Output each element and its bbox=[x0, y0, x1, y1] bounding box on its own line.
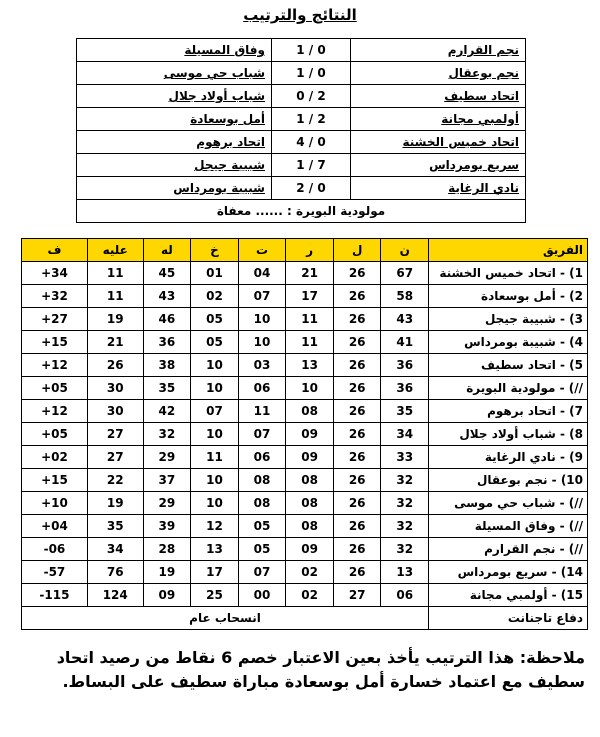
goals-for-cell: 42 bbox=[158, 404, 176, 418]
played-cell: 26 bbox=[348, 381, 366, 395]
bye-note: مولودية البويرة : ...... معفاة bbox=[77, 200, 526, 223]
wins-cell: 10 bbox=[301, 381, 318, 395]
result-row bbox=[77, 131, 526, 154]
draws-cell: 10 bbox=[253, 335, 271, 349]
team-name: 10) - نجم بوعقال bbox=[476, 473, 583, 487]
goal-diff-cell: +04 bbox=[41, 519, 68, 533]
goal-diff-cell: +05 bbox=[41, 381, 68, 395]
goal-diff-cell: +12 bbox=[41, 358, 68, 372]
wins-cell: 08 bbox=[301, 404, 318, 418]
standings-row bbox=[22, 354, 588, 377]
goals-for-cell: 29 bbox=[158, 496, 176, 510]
played-cell: 26 bbox=[348, 565, 366, 579]
goals-for-cell: 43 bbox=[158, 289, 176, 303]
goals-against-cell: 21 bbox=[106, 335, 124, 349]
goals-against-cell: 30 bbox=[106, 381, 124, 395]
losses-cell: 05 bbox=[206, 312, 223, 326]
away-team: وفاق المسيلة bbox=[184, 43, 265, 57]
team-name: 4) - شبيبة بومرداس bbox=[464, 335, 583, 349]
result-row bbox=[77, 85, 526, 108]
wins-cell: 09 bbox=[301, 450, 318, 464]
away-team: شبيبة جيجل bbox=[194, 158, 265, 172]
points-cell: 33 bbox=[396, 450, 414, 464]
standings-row bbox=[22, 400, 588, 423]
standings-row bbox=[22, 446, 588, 469]
goals-for-cell: 35 bbox=[158, 381, 176, 395]
goal-diff-cell: +05 bbox=[41, 427, 68, 441]
team-name: //) - نجم القرارم bbox=[484, 542, 583, 556]
goal-diff-cell: +12 bbox=[41, 404, 68, 418]
header-goals-for: له bbox=[143, 239, 191, 262]
played-cell: 27 bbox=[348, 588, 366, 602]
points-cell: 32 bbox=[396, 542, 414, 556]
played-cell: 26 bbox=[348, 473, 366, 487]
draws-cell: 10 bbox=[253, 312, 271, 326]
draws-cell: 08 bbox=[253, 473, 271, 487]
wins-cell: 11 bbox=[301, 312, 318, 326]
goals-for-cell: 39 bbox=[158, 519, 176, 533]
team-name: //) - وفاق المسيلة bbox=[474, 519, 583, 533]
away-team: أمل بوسعادة bbox=[190, 112, 265, 126]
standings-header-row bbox=[22, 239, 588, 262]
goal-diff-cell: +15 bbox=[41, 473, 68, 487]
match-score: 0 / 2 bbox=[296, 181, 326, 195]
wins-cell: 08 bbox=[301, 519, 318, 533]
team-name: 9) - نادي الرغاية bbox=[484, 450, 583, 464]
standings-row bbox=[22, 538, 588, 561]
standings-row bbox=[22, 285, 588, 308]
away-team: اتحاد برهوم bbox=[196, 135, 265, 149]
played-cell: 26 bbox=[348, 542, 366, 556]
goals-against-cell: 30 bbox=[106, 404, 124, 418]
losses-cell: 13 bbox=[206, 542, 223, 556]
match-score: 0 / 1 bbox=[296, 66, 326, 80]
standings-table bbox=[21, 238, 588, 630]
header-losses: خ bbox=[191, 239, 239, 262]
page-title: النتائج والترتيب bbox=[243, 6, 357, 24]
result-row bbox=[77, 177, 526, 200]
goal-diff-cell: -06 bbox=[43, 542, 66, 556]
losses-cell: 10 bbox=[206, 473, 223, 487]
team-name: //) - مولودية البويرة bbox=[466, 381, 583, 395]
goals-against-cell: 26 bbox=[106, 358, 124, 372]
result-row bbox=[77, 108, 526, 131]
standings-row bbox=[22, 262, 588, 285]
goals-against-cell: 11 bbox=[106, 289, 124, 303]
header-played: ل bbox=[333, 239, 381, 262]
played-cell: 26 bbox=[348, 358, 366, 372]
losses-cell: 05 bbox=[206, 335, 223, 349]
match-score: 7 / 1 bbox=[296, 158, 326, 172]
standings-row bbox=[22, 423, 588, 446]
draws-cell: 06 bbox=[253, 450, 271, 464]
wins-cell: 09 bbox=[301, 427, 318, 441]
goals-against-cell: 76 bbox=[106, 565, 124, 579]
header-goal-diff: ف bbox=[22, 239, 88, 262]
match-score: 0 / 1 bbox=[296, 43, 326, 57]
losses-cell: 02 bbox=[206, 289, 223, 303]
points-cell: 41 bbox=[396, 335, 414, 349]
goal-diff-cell: +32 bbox=[41, 289, 68, 303]
match-score: 2 / 1 bbox=[296, 112, 326, 126]
goals-against-cell: 35 bbox=[106, 519, 124, 533]
points-cell: 32 bbox=[396, 519, 414, 533]
points-cell: 32 bbox=[396, 473, 414, 487]
goals-for-cell: 29 bbox=[158, 450, 176, 464]
team-name: 2) - أمل بوسعادة bbox=[481, 289, 583, 303]
losses-cell: 07 bbox=[206, 404, 223, 418]
standings-row bbox=[22, 515, 588, 538]
losses-cell: 10 bbox=[206, 381, 223, 395]
played-cell: 26 bbox=[348, 519, 366, 533]
played-cell: 26 bbox=[348, 427, 366, 441]
standings-row bbox=[22, 331, 588, 354]
team-name: 15) - أولمبي مجانة bbox=[469, 588, 583, 602]
draws-cell: 07 bbox=[253, 427, 271, 441]
header-wins: ر bbox=[286, 239, 334, 262]
played-cell: 26 bbox=[348, 289, 366, 303]
home-team: نجم القرارم bbox=[447, 43, 519, 57]
points-cell: 67 bbox=[396, 266, 414, 280]
goal-diff-cell: +10 bbox=[41, 496, 68, 510]
team-name: 1) - اتحاد خميس الخشنة bbox=[439, 266, 583, 280]
goals-for-cell: 46 bbox=[158, 312, 176, 326]
away-team: شباب حي موسى bbox=[163, 66, 265, 80]
draws-cell: 11 bbox=[253, 404, 271, 418]
match-score: 0 / 4 bbox=[296, 135, 326, 149]
goals-for-cell: 19 bbox=[158, 565, 176, 579]
wins-cell: 09 bbox=[301, 542, 318, 556]
points-cell: 36 bbox=[396, 358, 414, 372]
points-cell: 13 bbox=[396, 565, 414, 579]
standings-row bbox=[22, 377, 588, 400]
withdrawn-team: دفاع تاجنانت bbox=[429, 607, 588, 630]
played-cell: 26 bbox=[348, 266, 366, 280]
team-name: 8) - شباب أولاد جلال bbox=[459, 427, 583, 441]
home-team: نادي الرغاية bbox=[448, 181, 519, 195]
home-team: سريع بومرداس bbox=[429, 158, 519, 172]
home-team: اتحاد سطيف bbox=[444, 89, 519, 103]
draws-cell: 05 bbox=[253, 542, 271, 556]
header-goals-against: عليه bbox=[87, 239, 143, 262]
losses-cell: 25 bbox=[206, 588, 223, 602]
home-team: أولمبي مجانة bbox=[441, 112, 519, 126]
goals-against-cell: 19 bbox=[106, 496, 124, 510]
team-name: //) - شباب حي موسى bbox=[454, 496, 583, 510]
wins-cell: 11 bbox=[301, 335, 318, 349]
results-footer-row bbox=[77, 200, 526, 223]
away-team: شباب أولاد جلال bbox=[168, 89, 265, 103]
result-row bbox=[77, 154, 526, 177]
team-name: 3) - شبيبة جيجل bbox=[484, 312, 583, 326]
goals-for-cell: 45 bbox=[158, 266, 176, 280]
goal-diff-cell: -57 bbox=[43, 565, 66, 579]
points-cell: 35 bbox=[396, 404, 414, 418]
goals-for-cell: 09 bbox=[158, 588, 176, 602]
wins-cell: 02 bbox=[301, 588, 318, 602]
points-cell: 36 bbox=[396, 381, 414, 395]
standings-row bbox=[22, 584, 588, 607]
goals-against-cell: 27 bbox=[106, 427, 124, 441]
played-cell: 26 bbox=[348, 450, 366, 464]
draws-cell: 03 bbox=[253, 358, 271, 372]
match-score: 2 / 0 bbox=[296, 89, 326, 103]
played-cell: 26 bbox=[348, 312, 366, 326]
team-name: 5) - اتحاد سطيف bbox=[481, 358, 583, 372]
played-cell: 26 bbox=[348, 496, 366, 510]
result-row bbox=[77, 62, 526, 85]
goal-diff-cell: +34 bbox=[41, 266, 68, 280]
losses-cell: 10 bbox=[206, 358, 223, 372]
standings-row bbox=[22, 308, 588, 331]
points-cell: 43 bbox=[396, 312, 414, 326]
goal-diff-cell: -115 bbox=[39, 588, 70, 602]
results-table bbox=[76, 38, 526, 223]
points-cell: 34 bbox=[396, 427, 414, 441]
wins-cell: 13 bbox=[301, 358, 318, 372]
draws-cell: 07 bbox=[253, 289, 271, 303]
played-cell: 26 bbox=[348, 404, 366, 418]
goals-against-cell: 11 bbox=[106, 266, 124, 280]
withdrawn-note: انسحاب عام bbox=[22, 607, 429, 630]
goals-for-cell: 28 bbox=[158, 542, 176, 556]
draws-cell: 08 bbox=[253, 496, 271, 510]
goal-diff-cell: +02 bbox=[41, 450, 68, 464]
wins-cell: 21 bbox=[301, 266, 318, 280]
home-team: اتحاد خميس الخشنة bbox=[402, 135, 519, 149]
goals-against-cell: 22 bbox=[106, 473, 124, 487]
goal-diff-cell: +15 bbox=[41, 335, 68, 349]
goals-for-cell: 37 bbox=[158, 473, 176, 487]
points-cell: 58 bbox=[396, 289, 414, 303]
header-draws: ت bbox=[238, 239, 286, 262]
losses-cell: 17 bbox=[206, 565, 223, 579]
wins-cell: 08 bbox=[301, 496, 318, 510]
standings-row bbox=[22, 561, 588, 584]
goals-for-cell: 36 bbox=[158, 335, 176, 349]
losses-cell: 10 bbox=[206, 427, 223, 441]
wins-cell: 17 bbox=[301, 289, 318, 303]
draws-cell: 05 bbox=[253, 519, 271, 533]
team-name: 7) - اتحاد برهوم bbox=[487, 404, 583, 418]
losses-cell: 12 bbox=[206, 519, 223, 533]
away-team: شبيبة بومرداس bbox=[173, 181, 265, 195]
points-cell: 06 bbox=[396, 588, 414, 602]
goals-against-cell: 124 bbox=[102, 588, 128, 602]
header-points: ن bbox=[381, 239, 429, 262]
withdrawn-row bbox=[22, 607, 588, 630]
home-team: نجم بوعقال bbox=[448, 66, 519, 80]
losses-cell: 10 bbox=[206, 496, 223, 510]
draws-cell: 06 bbox=[253, 381, 271, 395]
goals-for-cell: 38 bbox=[158, 358, 176, 372]
draws-cell: 00 bbox=[253, 588, 271, 602]
standings-row bbox=[22, 492, 588, 515]
played-cell: 26 bbox=[348, 335, 366, 349]
footnote: ملاحظة: هذا الترتيب يأخذ بعين الاعتبار خصم 6 نقاط من رصيد اتحاد سطيف مع اعتماد خسارة أمل بوسعادة مباراة سطيف على البساط. bbox=[56, 648, 585, 691]
draws-cell: 07 bbox=[253, 565, 271, 579]
header-team: الفريق bbox=[429, 239, 588, 262]
goals-against-cell: 27 bbox=[106, 450, 124, 464]
draws-cell: 04 bbox=[253, 266, 271, 280]
goals-for-cell: 32 bbox=[158, 427, 176, 441]
goals-against-cell: 19 bbox=[106, 312, 124, 326]
points-cell: 32 bbox=[396, 496, 414, 510]
result-row bbox=[77, 39, 526, 62]
team-name: 14) - سريع بومرداس bbox=[457, 565, 583, 579]
standings-row bbox=[22, 469, 588, 492]
wins-cell: 02 bbox=[301, 565, 318, 579]
losses-cell: 01 bbox=[206, 266, 223, 280]
goal-diff-cell: +27 bbox=[41, 312, 68, 326]
goals-against-cell: 34 bbox=[106, 542, 124, 556]
losses-cell: 11 bbox=[206, 450, 223, 464]
wins-cell: 08 bbox=[301, 473, 318, 487]
